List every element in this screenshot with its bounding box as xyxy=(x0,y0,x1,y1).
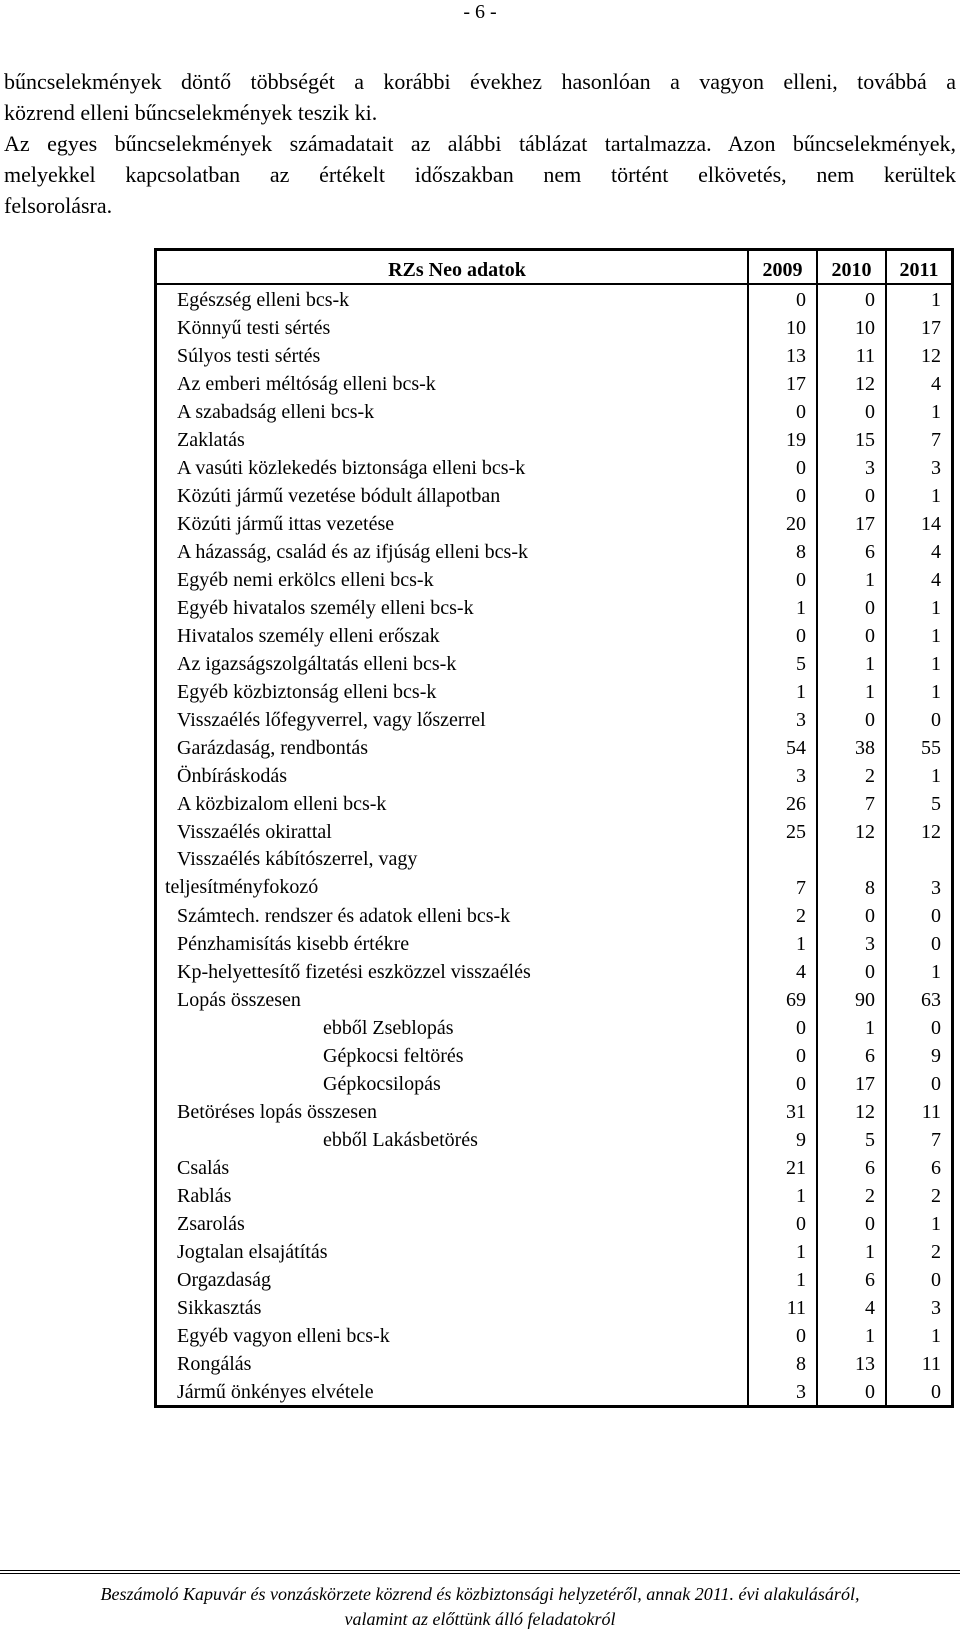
row-category: Egyéb közbiztonság elleni bcs-k xyxy=(156,677,749,705)
row-value-2011: 55 xyxy=(921,737,941,759)
row-value-2010: 90 xyxy=(817,985,886,1013)
row-value-2011: 7 xyxy=(931,429,941,451)
row-value-2009: 5 xyxy=(748,649,817,677)
row-value-2010: 2 xyxy=(817,761,886,789)
table-header-row xyxy=(156,250,953,285)
row-value-2010: 6 xyxy=(817,537,886,565)
row-category: Könnyű testi sértés xyxy=(156,313,749,341)
row-value-2011: 12 xyxy=(921,345,941,367)
crime-statistics-table xyxy=(154,248,954,1408)
table-row xyxy=(156,649,953,677)
table-row xyxy=(156,1181,953,1209)
row-category: ebből Zseblopás xyxy=(156,1013,749,1041)
table-row xyxy=(156,789,953,817)
row-value-2009: 1 xyxy=(748,929,817,957)
row-value-2010: 1 xyxy=(817,1321,886,1349)
table-row xyxy=(156,1237,953,1265)
row-value-2011: 3 xyxy=(931,457,941,479)
row-value-2009: 0 xyxy=(748,453,817,481)
row-value-2009: 0 xyxy=(748,481,817,509)
intro-text xyxy=(4,66,956,221)
row-value-2010: 17 xyxy=(817,1069,886,1097)
footer-divider xyxy=(0,1570,960,1574)
row-value-2011: 1 xyxy=(931,961,941,983)
table-row xyxy=(156,593,953,621)
row-value-2009: 13 xyxy=(748,341,817,369)
table-row xyxy=(156,341,953,369)
table-row xyxy=(156,284,953,313)
row-value-2009: 54 xyxy=(748,733,817,761)
row-category: Hivatalos személy elleni erőszak xyxy=(156,621,749,649)
row-category: Zaklatás xyxy=(156,425,749,453)
row-value-2009: 69 xyxy=(748,985,817,1013)
table-row xyxy=(156,985,953,1013)
row-value-2010: 2 xyxy=(817,1181,886,1209)
row-value-2009: 2 xyxy=(748,901,817,929)
row-value-2010: 17 xyxy=(817,509,886,537)
row-category: Zsarolás xyxy=(156,1209,749,1237)
row-value-2010: 1 xyxy=(817,649,886,677)
table-row xyxy=(156,313,953,341)
row-value-2009: 0 xyxy=(748,1069,817,1097)
row-category: Visszaélés okirattal xyxy=(156,817,749,845)
row-category: Csalás xyxy=(156,1153,749,1181)
row-value-2011: 1 xyxy=(931,653,941,675)
row-value-2010: 3 xyxy=(817,929,886,957)
column-header-category: RZs Neo adatok xyxy=(156,250,749,285)
row-category: Egyéb vagyon elleni bcs-k xyxy=(156,1321,749,1349)
row-value-2009: 3 xyxy=(748,705,817,733)
table-row xyxy=(156,369,953,397)
row-category: Az emberi méltóság elleni bcs-k xyxy=(156,369,749,397)
row-category: Pénzhamisítás kisebb értékre xyxy=(156,929,749,957)
table-row xyxy=(156,957,953,985)
row-category: Gépkocsi feltörés xyxy=(156,1041,749,1069)
row-value-2009: 9 xyxy=(748,1125,817,1153)
table-row xyxy=(156,1041,953,1069)
table-row xyxy=(156,397,953,425)
table-row xyxy=(156,677,953,705)
row-value-2011: 1 xyxy=(931,289,941,311)
row-category: A szabadság elleni bcs-k xyxy=(156,397,749,425)
table-row xyxy=(156,845,953,901)
row-value-2010: 8 xyxy=(817,845,886,901)
row-category: Sikkasztás xyxy=(156,1293,749,1321)
table-row xyxy=(156,761,953,789)
row-value-2009: 31 xyxy=(748,1097,817,1125)
table-row xyxy=(156,481,953,509)
row-category: Garázdaság, rendbontás xyxy=(156,733,749,761)
row-value-2009: 8 xyxy=(748,1349,817,1377)
row-value-2010: 12 xyxy=(817,1097,886,1125)
row-value-2010: 0 xyxy=(817,284,886,313)
table-row xyxy=(156,901,953,929)
row-value-2010: 13 xyxy=(817,1349,886,1377)
page-footer xyxy=(0,1582,960,1632)
table-row xyxy=(156,733,953,761)
row-value-2009: 0 xyxy=(748,1209,817,1237)
row-value-2011: 0 xyxy=(931,709,941,731)
row-value-2011: 2 xyxy=(931,1185,941,1207)
row-value-2010: 0 xyxy=(817,957,886,985)
row-value-2011: 0 xyxy=(931,1073,941,1095)
row-value-2011: 11 xyxy=(921,1353,941,1375)
row-value-2010: 1 xyxy=(817,1013,886,1041)
row-value-2009: 4 xyxy=(748,957,817,985)
row-value-2009: 10 xyxy=(748,313,817,341)
footer-line: Beszámoló Kapuvár és vonzáskörzete közrend és közbiztonsági helyzetéről, annak 2011. évi alakulásáról, xyxy=(100,1584,860,1604)
row-value-2009: 1 xyxy=(748,1265,817,1293)
row-value-2009: 0 xyxy=(748,284,817,313)
row-value-2011: 1 xyxy=(931,485,941,507)
table-row xyxy=(156,537,953,565)
row-category: Egyéb nemi erkölcs elleni bcs-k xyxy=(156,565,749,593)
row-value-2011: 0 xyxy=(931,1381,941,1403)
row-value-2009: 0 xyxy=(748,1321,817,1349)
row-value-2011: 1 xyxy=(931,625,941,647)
intro-line: melyekkel kapcsolatban az értékelt időszakban nem történt elkövetés, nem kerültek xyxy=(4,162,956,187)
row-value-2009: 0 xyxy=(748,397,817,425)
row-value-2010: 15 xyxy=(817,425,886,453)
row-value-2011: 1 xyxy=(931,597,941,619)
intro-line: felsorolásra. xyxy=(4,193,113,218)
row-value-2010: 12 xyxy=(817,369,886,397)
row-value-2009: 3 xyxy=(748,1377,817,1407)
row-category: Jármű önkényes elvétele xyxy=(156,1377,749,1407)
row-value-2011: 14 xyxy=(921,513,941,535)
row-value-2011: 6 xyxy=(931,1157,941,1179)
row-value-2011: 12 xyxy=(921,821,941,843)
row-category: Az igazságszolgáltatás elleni bcs-k xyxy=(156,649,749,677)
table-row xyxy=(156,1209,953,1237)
table-row xyxy=(156,1013,953,1041)
row-value-2009: 26 xyxy=(748,789,817,817)
row-value-2011: 7 xyxy=(931,1129,941,1151)
row-value-2010: 1 xyxy=(817,565,886,593)
table-row xyxy=(156,1377,953,1407)
row-category: Jogtalan elsajátítás xyxy=(156,1237,749,1265)
table-row xyxy=(156,1097,953,1125)
row-value-2010: 11 xyxy=(817,341,886,369)
row-value-2009: 1 xyxy=(748,1237,817,1265)
row-value-2009: 1 xyxy=(748,1181,817,1209)
row-category: Rongálás xyxy=(156,1349,749,1377)
page-number: - 6 - xyxy=(463,1,497,23)
column-header-2011: 2011 xyxy=(886,250,953,285)
row-category: Egészség elleni bcs-k xyxy=(156,284,749,313)
row-value-2010: 0 xyxy=(817,1209,886,1237)
row-value-2009: 1 xyxy=(748,593,817,621)
row-category: A vasúti közlekedés biztonsága elleni bcs-k xyxy=(156,453,749,481)
row-value-2010: 1 xyxy=(817,1237,886,1265)
table-body xyxy=(156,284,953,1407)
table-row xyxy=(156,817,953,845)
row-category: Közúti jármű vezetése bódult állapotban xyxy=(156,481,749,509)
row-value-2009: 17 xyxy=(748,369,817,397)
row-value-2010: 6 xyxy=(817,1041,886,1069)
table-row xyxy=(156,621,953,649)
row-value-2010: 0 xyxy=(817,901,886,929)
row-value-2009: 21 xyxy=(748,1153,817,1181)
row-value-2009: 25 xyxy=(748,817,817,845)
row-category: Orgazdaság xyxy=(156,1265,749,1293)
row-category-line: teljesítményfokozó xyxy=(165,876,319,898)
row-value-2009: 0 xyxy=(748,1041,817,1069)
row-value-2011: 1 xyxy=(931,401,941,423)
table-row xyxy=(156,1293,953,1321)
row-value-2011: 1 xyxy=(931,681,941,703)
row-category: Gépkocsilopás xyxy=(156,1069,749,1097)
intro-line: bűncselekmények döntő többségét a korábbi évekhez hasonlóan a vagyon elleni, továbbá a xyxy=(4,69,956,94)
row-value-2009: 0 xyxy=(748,621,817,649)
row-value-2010: 0 xyxy=(817,1377,886,1407)
table-row xyxy=(156,1069,953,1097)
row-category: Súlyos testi sértés xyxy=(156,341,749,369)
row-value-2010: 5 xyxy=(817,1125,886,1153)
row-value-2009: 0 xyxy=(748,1013,817,1041)
row-value-2011: 5 xyxy=(931,793,941,815)
row-category: ebből Lakásbetörés xyxy=(156,1125,749,1153)
row-value-2010: 0 xyxy=(817,481,886,509)
row-value-2010: 6 xyxy=(817,1153,886,1181)
row-value-2010: 0 xyxy=(817,621,886,649)
row-value-2009: 0 xyxy=(748,565,817,593)
row-value-2009: 7 xyxy=(748,845,817,901)
row-value-2010: 12 xyxy=(817,817,886,845)
row-category: Lopás összesen xyxy=(156,985,749,1013)
row-category: Betöréses lopás összesen xyxy=(156,1097,749,1125)
table-row xyxy=(156,1153,953,1181)
row-value-2011: 3 xyxy=(931,1297,941,1319)
row-category xyxy=(156,845,749,901)
row-value-2011: 0 xyxy=(931,933,941,955)
row-value-2011: 4 xyxy=(931,569,941,591)
row-category: A közbizalom elleni bcs-k xyxy=(156,789,749,817)
row-value-2011: 1 xyxy=(931,1213,941,1235)
row-value-2009: 20 xyxy=(748,509,817,537)
row-value-2010: 3 xyxy=(817,453,886,481)
table-row xyxy=(156,929,953,957)
row-value-2011: 4 xyxy=(931,541,941,563)
row-value-2010: 0 xyxy=(817,397,886,425)
table-row xyxy=(156,509,953,537)
row-value-2011: 63 xyxy=(921,989,941,1011)
row-category: Visszaélés lőfegyverrel, vagy lőszerrel xyxy=(156,705,749,733)
intro-line: Az egyes bűncselekmények számadatait az alábbi táblázat tartalmazza. Azon bűncselekmények, xyxy=(4,131,956,156)
row-category: Önbíráskodás xyxy=(156,761,749,789)
column-header-2010: 2010 xyxy=(817,250,886,285)
row-value-2011: 17 xyxy=(921,317,941,339)
table-row xyxy=(156,1349,953,1377)
row-value-2011: 9 xyxy=(931,1045,941,1067)
row-value-2011: 0 xyxy=(931,905,941,927)
row-value-2011: 1 xyxy=(931,1325,941,1347)
row-category: A házasság, család és az ifjúság elleni bcs-k xyxy=(156,537,749,565)
row-value-2011: 0 xyxy=(931,1017,941,1039)
row-category-line: Visszaélés kábítószerrel, vagy xyxy=(177,848,418,870)
row-category: Rablás xyxy=(156,1181,749,1209)
row-value-2011: 4 xyxy=(931,373,941,395)
column-header-2009: 2009 xyxy=(748,250,817,285)
table-row xyxy=(156,705,953,733)
row-value-2010: 38 xyxy=(817,733,886,761)
row-value-2011: 0 xyxy=(931,1269,941,1291)
table-row xyxy=(156,425,953,453)
row-category: Közúti jármű ittas vezetése xyxy=(156,509,749,537)
table-row xyxy=(156,1265,953,1293)
row-value-2010: 0 xyxy=(817,593,886,621)
row-category: Kp-helyettesítő fizetési eszközzel visszaélés xyxy=(156,957,749,985)
row-value-2010: 4 xyxy=(817,1293,886,1321)
row-value-2009: 19 xyxy=(748,425,817,453)
row-value-2011: 2 xyxy=(931,1241,941,1263)
row-value-2009: 11 xyxy=(748,1293,817,1321)
row-category: Egyéb hivatalos személy elleni bcs-k xyxy=(156,593,749,621)
row-value-2010: 7 xyxy=(817,789,886,817)
row-value-2011: 11 xyxy=(921,1101,941,1123)
row-value-2011: 3 xyxy=(931,877,941,899)
row-value-2009: 1 xyxy=(748,677,817,705)
row-value-2009: 3 xyxy=(748,761,817,789)
table-row xyxy=(156,1125,953,1153)
row-value-2010: 0 xyxy=(817,705,886,733)
intro-line: közrend elleni bűncselekmények teszik ki. xyxy=(4,100,378,125)
row-value-2011: 1 xyxy=(931,765,941,787)
row-value-2009: 8 xyxy=(748,537,817,565)
table-row xyxy=(156,1321,953,1349)
row-category: Számtech. rendszer és adatok elleni bcs-k xyxy=(156,901,749,929)
row-value-2010: 1 xyxy=(817,677,886,705)
row-value-2010: 6 xyxy=(817,1265,886,1293)
table-row xyxy=(156,453,953,481)
footer-line: valamint az előttünk álló feladatokról xyxy=(344,1609,616,1629)
row-value-2010: 10 xyxy=(817,313,886,341)
table-row xyxy=(156,565,953,593)
